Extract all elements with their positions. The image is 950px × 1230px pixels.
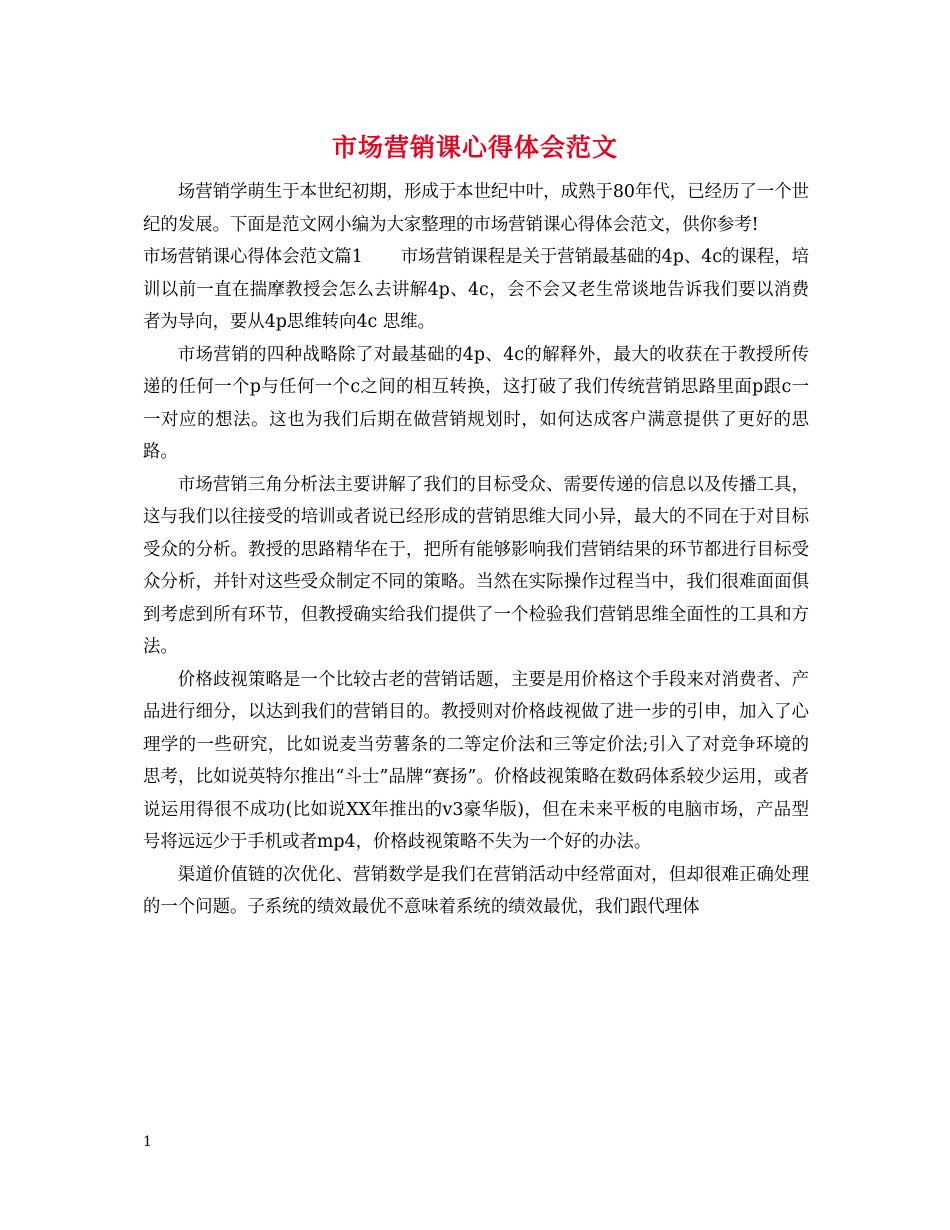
body-paragraph: 市场营销的四种战略除了对最基础的4p、4c的解释外，最大的收获在于教授所传递的任何一个p与任何一个c之间的相互转换，这打破了我们传统营销思路里面p跟c一一对应的想法。这也为我们后期在做营销规划时，如何达成客户满意提供了更好的思路。 (143, 344, 809, 462)
body-paragraph: 市场营销三角分析法主要讲解了我们的目标受众、需要传递的信息以及传播工具，这与我们以往接受的培训或者说已经形成的营销思维大同小异，最大的不同在于对目标受众的分析。教授的思路精华在于，把所有能够影响我们营销结果的环节都进行目标受众分析，并针对这些受众制定不同的策略。当然在实际操作过程当中，我们很难面面俱到考虑到所有环节，但教授确实给我们提供了一个检验我们营销思维全面性的工具和方法。 (143, 474, 809, 657)
page-number: 1 (143, 1134, 152, 1150)
body-paragraph: 价格歧视策略是一个比较古老的营销话题，主要是用价格这个手段来对消费者、产品进行细分，以达到我们的营销目的。教授则对价格歧视做了进一步的引申，加入了心理学的一些研究，比如说麦当劳薯条的二等定价法和三等定价法;引入了对竞争环境的思考，比如说英特尔推出“斗士”品牌“赛扬”。价格歧视策略在数码体系较少运用，或者说运用得很不成功(比如说XX年推出的v3豪华版)，但在未来平板的电脑市场，产品型号将远远少于手机或者mp4，价格歧视策略不失为一个好的办法。 (143, 669, 809, 852)
intro-paragraph: 场营销学萌生于本世纪初期，形成于本世纪中叶，成熟于80年代，已经历了一个世纪的发展。下面是范文网小编为大家整理的市场营销课心得体会范文，供你参考! (143, 182, 809, 235)
body-paragraph: 渠道价值链的次优化、营销数学是我们在营销活动中经常面对，但却很难正确处理的一个问题。子系统的绩效最优不意味着系统的绩效最优，我们跟代理体 (143, 864, 809, 917)
document-body (143, 176, 809, 924)
section-1-paragraph (143, 241, 809, 339)
document-title: 市场营销课心得体会范文 (331, 133, 618, 162)
section-first-text: 市场营销课程是关于营销最基础的4p、4c的课程，培训以前一直在揣摩教授会怎么去讲解4p、4c，会不会又老生常谈地告诉我们要以消费者为导向，要从4p思维转向4c 思维。 (143, 247, 809, 332)
section-heading: 市场营销课心得体会范文篇1 (143, 247, 363, 267)
